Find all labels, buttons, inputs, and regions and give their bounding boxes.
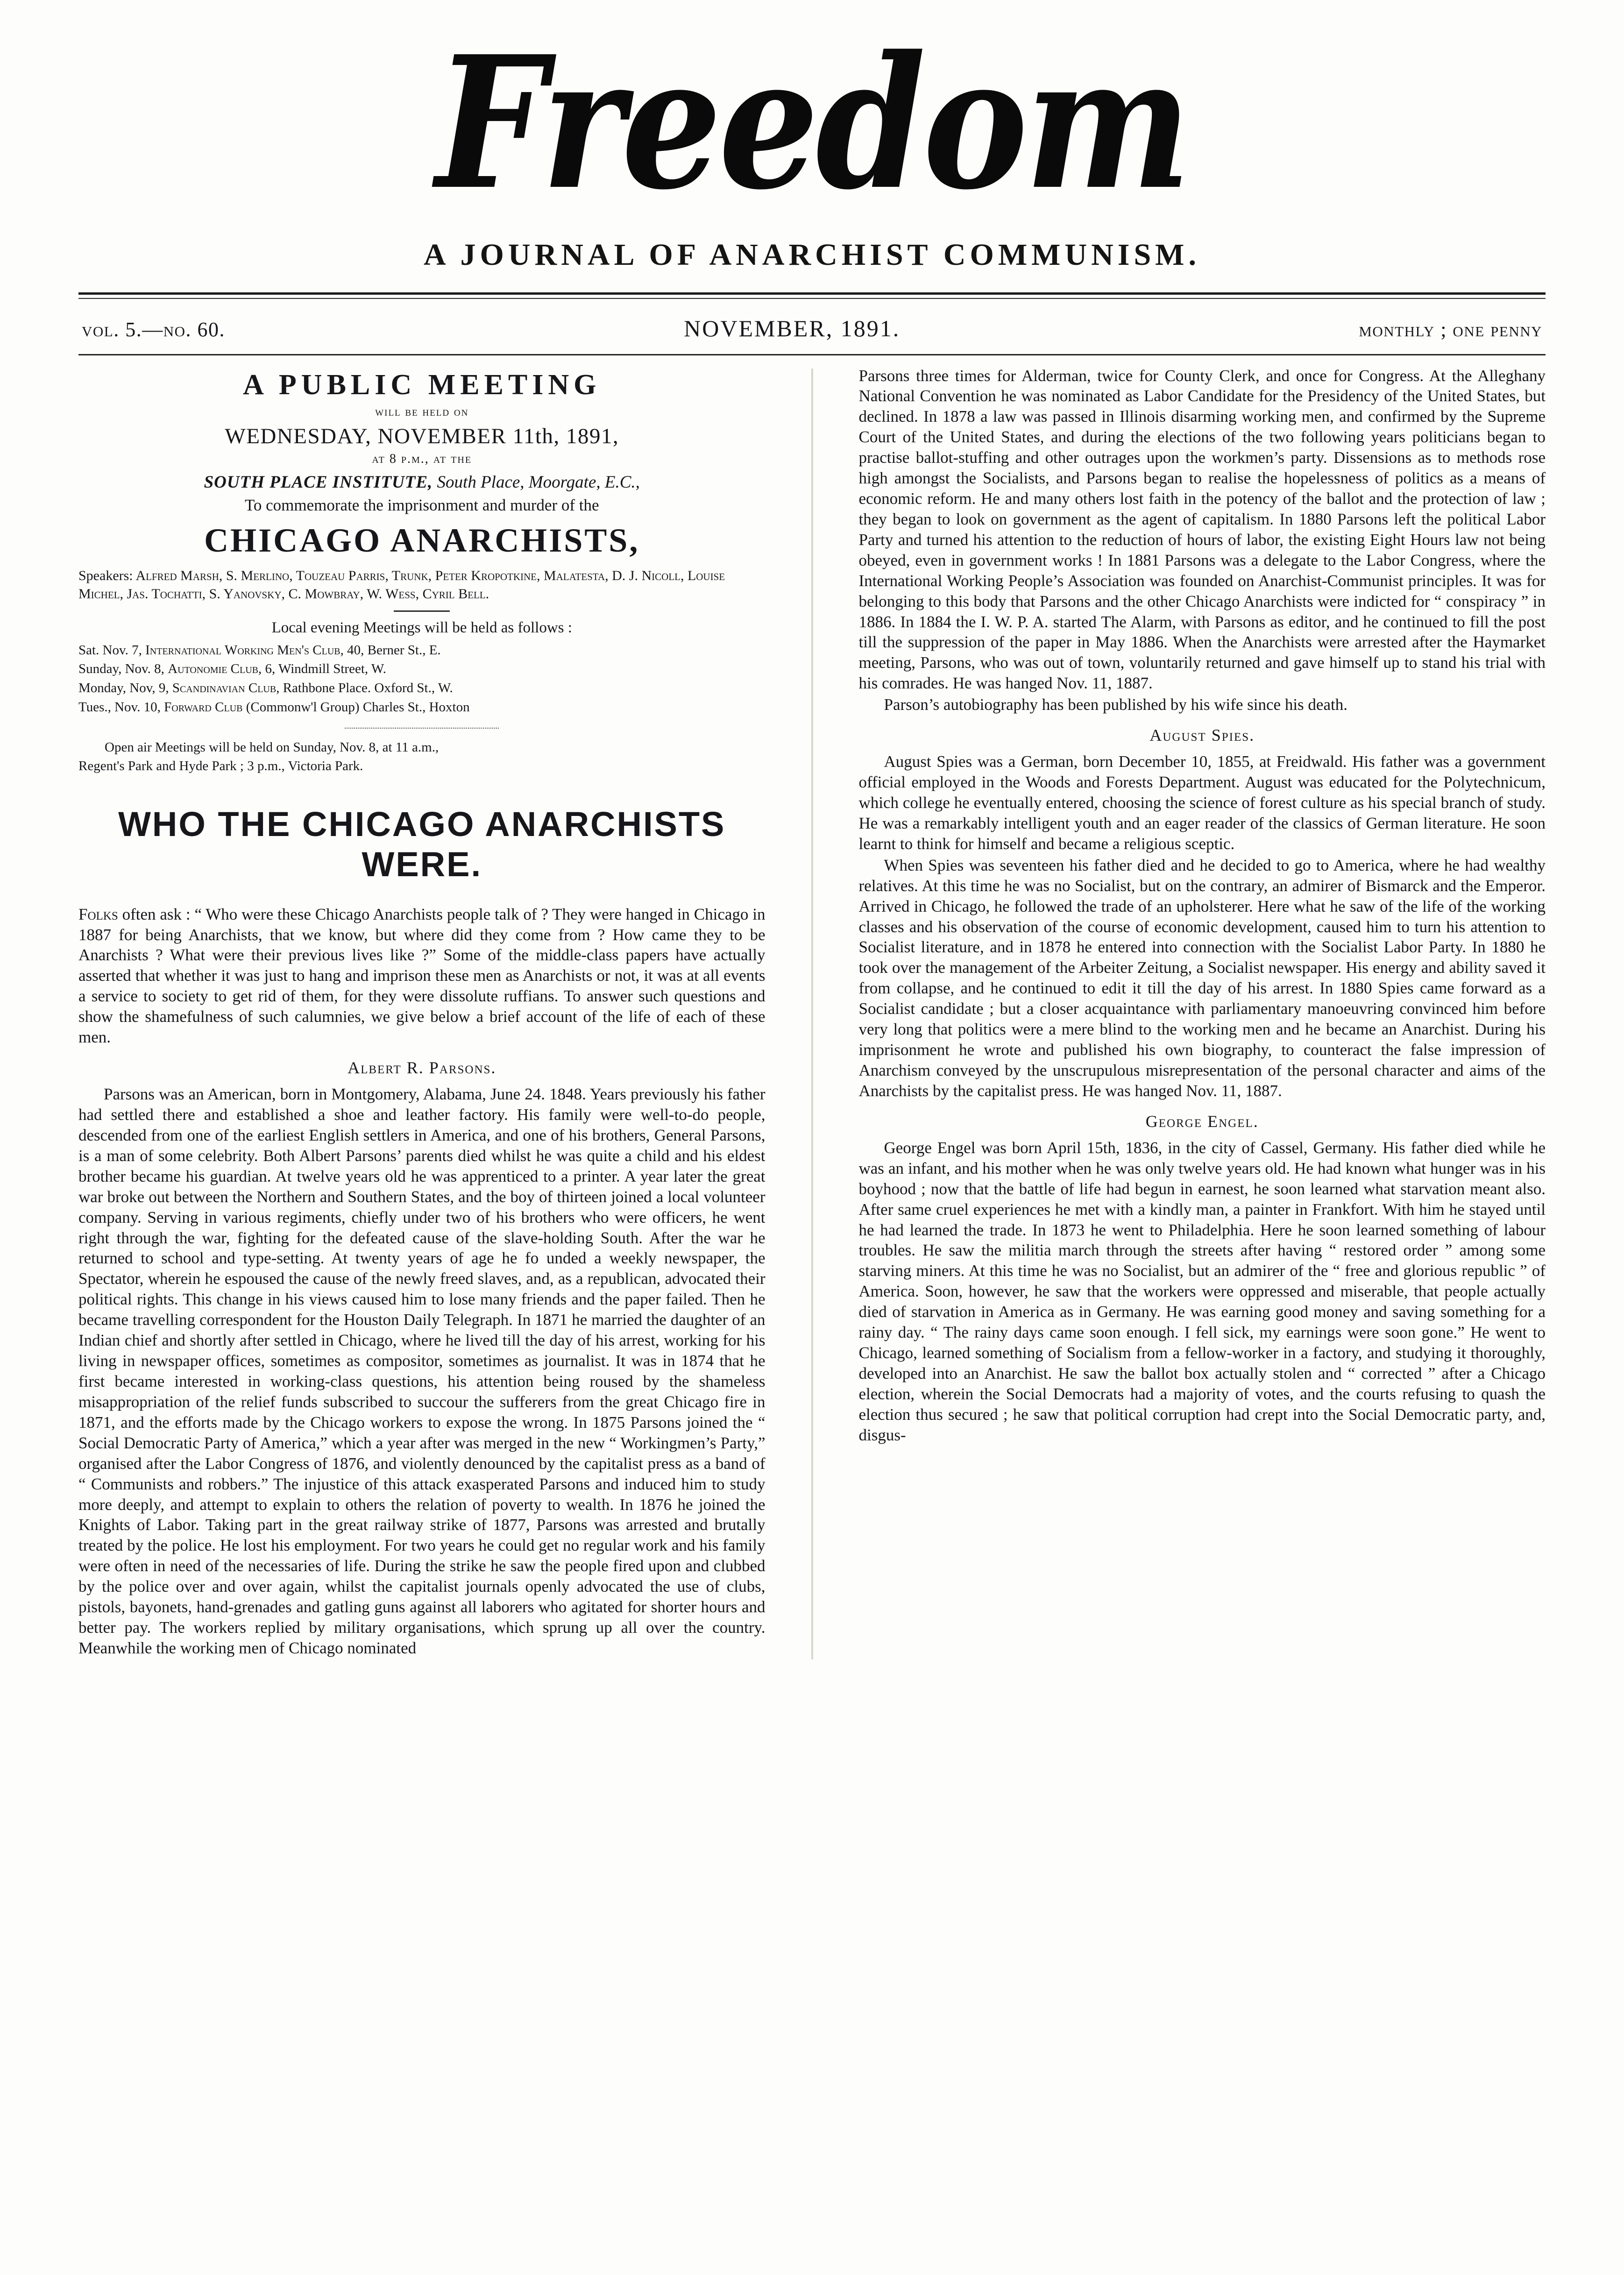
issue-date: NOVEMBER, 1891.: [684, 315, 901, 341]
parsons-paragraph-1: Parsons was an American, born in Montgomery, Alabama, June 24. 1848. Years previously his father had settled there and established a shoe and leather factory. His family were well-to-do people, descended from one of the earliest English settlers in America, and one of his brothers, General Parsons, is a man of some celebrity. Both Albert Parsons’ parents died whilst he was quite a child and his eldest brother became his guardian. At twelve years old he was apprenticed to a printer. A year later the great war broke out between the Northern and Southern States, and the boy of thirteen joined a local volunteer company. Serving in various regiments, chiefly under two of his brothers who were officers, he went right through the war, fighting for the defeated cause of the slave-holding South. After the war he returned to school and type-setting. At twenty years of age he fo unded a weekly newspaper, the Spectator, wherein he espoused the cause of the newly freed slaves, and, as a republican, advocated their political rights. This change in his views caused him to lose many friends and the paper failed. Then he became travelling correspondent for the Houston Daily Telegraph. In 1871 he married the daughter of an Indian chief and shortly after settled in Chicago, where he lived till the day of his arrest, working for his living in newspaper offices, sometimes as compositor, sometimes as journalist. It was in 1874 that he first became interested in working-class questions, his attention being roused by the shameless misappropriation of the relief funds subscribed to succour the sufferers from the great Chicago fire in 1871, and the efforts made by the Chicago workers to expose the wrong. In 1875 Parsons joined the “ Social Democratic Party of America,” which a year after was merged in the new “ Workingmen’s Party,” organised after the Labor Congress of 1876, and violently denounced by the capitalist press as a band of “ Communists and robbers.” The injustice of this attack exasperated Parsons and induced him to study more deeply, and attempt to explain to others the relation of poverty to wealth. In 1876 he joined the Knights of Labor. Taking part in the great railway strike of 1877, Parsons was arrested and brutally treated by the police. He lost his employment. For two years he could get no regular work and his family were often in need of the necessaries of life. During the strike he saw the people fired upon and clubbed by the police over and over again, whilst the capitalist journals openly advocated the use of clubs, pistols, bayonets, hand-grenades and gatling guns against all laborers who agitated for shorter hours and better pay. The workers replied by military organisations, which sprung up all over the country. Meanwhile the working men of Chicago nominated: [78, 1085, 766, 1657]
masthead-rule-thick: [78, 292, 1546, 295]
spies-paragraph-1: August Spies was a German, born December 10, 1855, at Freidwald. His father was a government official employed in the Woods and Forests Department. August was educated for the Polytechnicum, which college he eventually entered, choosing the science of forest culture as his special branch of study. He was a remarkably intelligent youth and an eager reader of the classics of German literature. He soon learnt to think for himself and became a religious sceptic.: [858, 752, 1546, 853]
open-air-meetings: [78, 738, 766, 775]
speakers-label: Speakers:: [78, 567, 133, 583]
meeting-place: , 6, Windmill Street, W.: [258, 661, 386, 677]
open-air-divider: [345, 728, 499, 729]
dateline-rule: [78, 354, 1546, 355]
meeting-day: Sunday, Nov. 8,: [78, 661, 164, 677]
list-item: [78, 679, 766, 697]
parsons-paragraph-2: Parson’s autobiography has been published by his wife since his death.: [884, 695, 1347, 714]
announcement-divider: [394, 610, 450, 612]
public-meeting-announcement: [78, 369, 766, 775]
meeting-venue: International Working Men's Club: [145, 642, 340, 658]
section-heading-engel: George Engel.: [1145, 1112, 1259, 1131]
announcement-purpose: To commemorate the imprisonment and murder of the: [244, 496, 599, 514]
column-container: [78, 366, 1546, 1659]
price-frequency: monthly ; one penny: [1359, 318, 1542, 341]
venue-address: South Place, Moorgate, E.C.,: [437, 472, 640, 492]
list-item: [78, 698, 766, 716]
announcement-title: A PUBLIC MEETING: [243, 369, 601, 401]
article-headline: WHO THE CHICAGO ANARCHISTS WERE.: [118, 804, 726, 884]
parsons-paragraph-1-continued: Parsons three times for Alderman, twice for County Clerk, and once for Congress. At the Alleghany National Convention he was nominated as Labor Candidate for the Presidency of the United States, but declined. In 1878 a law was passed in Illinois disarming working men, and confirmed by the Supreme Court of the United States, and during the elections of the two following years politicians began to practise ballot-stuffing and other outrages upon the workmen’s party. Dissensions as to methods rose high amongst the Socialists, and Parsons began to realise the hopelessness of politics as a means of economic reform. He and many others lost faith in the potency of the ballot and the protection of law ; they began to look on government as the agent of capitalism. In 1880 Parsons left the political Labor Party and turned his attention to the reduction of hours of labor, the existing Eight Hours law not being obeyed, even in government works ! In 1881 Parsons was a delegate to the Labor Congress, where the International Working People’s Association was founded on Anarchist-Communist principles. It was for belonging to this body that Parsons and the other Chicago Anarchists were indicted for “ conspiracy ” in 1886. In 1884 the I. W. P. A. started The Alarm, with Parsons as editor, and he continued to fill the post till the suppression of the paper in May 1886. When the Anarchists were arrested after the Haymarket meeting, Parsons, who was out of town, voluntarily returned and gave himself up to stand his trial with his comrades. He was hanged Nov. 11, 1887.: [858, 366, 1546, 693]
speakers-list: Alfred Marsh, S. Merlino, Touzeau Parris, Trunk, Peter Kropotkine, Malatesta, D. J. Nicoll, Louise Michel, Jas. Tochatti, S. Yanovsky, C. Mowbray, W. Wess, Cyril Bell.: [78, 567, 725, 602]
meeting-day: Tues., Nov. 10,: [78, 700, 161, 715]
open-air-line-1: Open air Meetings will be held on Sunday, Nov. 8, at 11 a.m.,: [105, 739, 439, 755]
meeting-day: Monday, Nov, 9,: [78, 680, 169, 696]
local-meetings-heading: Local evening Meetings will be held as follows :: [271, 619, 572, 636]
right-column: [846, 366, 1546, 1659]
left-column: [78, 366, 779, 1659]
meeting-place: (Commonw'l Group) Charles St., Hoxton: [242, 700, 470, 715]
venue-name: SOUTH PLACE INSTITUTE,: [204, 472, 433, 492]
spies-paragraph-2: When Spies was seventeen his father died and he decided to go to America, where he had wealthy relatives. At this time he was no Socialist, but on the contrary, an admirer of Bismarck and the Emperor. Arrived in Chicago, he followed the trade of an upholsterer. Here what he saw of the life of the working classes and his observation of the course of economic development, caused him to turn his attention to Socialist literature, and in 1878 he entered into connection with the Socialist Labor Party. In 1880 he took over the management of the Arbeiter Zeitung, a Socialist newspaper. His energy and ability saved it from collapse, and he continued to edit it till the day of his arrest. In 1880 Spies came forward as a Socialist candidate ; but a closer acquaintance with parliamentary manoeuvring convinced him before very long that politics were a mere blind to the working men and he became an Anarchist. During his imprisonment he wrote and published his own biography, to counteract the false impression of Anarchism conveyed by the unscrupulous misrepresentation of the personal character and aims of the Anarchists by the capitalist press. He was hanged Nov. 11, 1887.: [858, 856, 1546, 1100]
announcement-venue: [78, 472, 766, 492]
article-intro-paragraph: [78, 904, 766, 1048]
masthead: [0, 0, 1624, 299]
meeting-place: , Rathbone Place. Oxford St., W.: [276, 680, 453, 696]
masthead-rule-thin: [78, 298, 1546, 299]
announcement-subject: CHICAGO ANARCHISTS,: [204, 521, 640, 559]
local-meetings-list: [78, 641, 766, 716]
section-heading-spies: August Spies.: [1149, 726, 1255, 745]
announcement-date: WEDNESDAY, NOVEMBER 11th, 1891,: [225, 424, 619, 448]
meeting-place: , 40, Berner St., E.: [340, 642, 441, 658]
list-item: [78, 641, 766, 659]
column-divider: [811, 369, 813, 1659]
section-heading-parsons: Albert R. Parsons.: [347, 1058, 496, 1077]
list-item: [78, 660, 766, 678]
engel-paragraph-1: George Engel was born April 15th, 1836, in the city of Cassel, Germany. His father died while he was an infant, and his mother when he was only twelve years old. He had known what hunger was in his boyhood ; now that the battle of life had begun in earnest, he soon learned what starvation meant also. After same cruel experiences he met with a kindly man, a painter in Frankfort. With him he stayed until he had learned the trade. In 1873 he went to Philadelphia. Here he soon learned something of labour troubles. He saw the militia march through the streets after having “ restored order ” among some starving miners. At this time he was no Socialist, but an admirer of the “ free and glorious republic ” of America. Soon, however, he saw that the workers were oppressed and miserable, that people actually died of starvation in America as in Germany. He was earning good money and saving something for a rainy day. “ The rainy days came soon enough. I fell sick, my earnings were soon gone.” He went to Chicago, learned something of Socialism from a fellow-worker in a factory, and studying it thoroughly, developed into an Anarchist. He saw the ballot box actually stolen and “ corrected ” after a Chicago election, wherein the Social Democrats had a majority of votes, and the courts refusing to quash the election thus secured ; he saw that political corruption had crept into the Social Democratic party, and, disgus-: [858, 1138, 1546, 1444]
masthead-title: Freedom: [435, 16, 1189, 230]
announcement-will-be-held: will be held on: [375, 404, 469, 418]
dateline: [82, 315, 1542, 342]
intro-dropcap-word: Folks: [78, 905, 118, 923]
announcement-speakers: [78, 567, 766, 603]
announcement-time: at 8 p.m., at the: [372, 451, 472, 466]
masthead-subtitle: A JOURNAL OF ANARCHIST COMMUNISM.: [424, 237, 1200, 272]
open-air-line-2: Regent's Park and Hyde Park ; 3 p.m., Victoria Park.: [78, 758, 363, 773]
intro-text: often ask : “ Who were these Chicago Anarchists people talk of ? They were hanged in Chicago in 1887 for being Anarchists, that we know, but where did they come from ? How came they to be Anarchists ? What were their previous lives like ?” Some of the middle-class papers have actually asserted that whether it was just to hang and imprison these men as Anarchists or not, it was at all events a service to society to get rid of them, for they were dissolute ruffians. To answer such questions and show the shamefulness of such calumnies, we give below a brief account of the life of each of these men.: [78, 905, 766, 1047]
meeting-day: Sat. Nov. 7,: [78, 642, 142, 658]
volume-number: vol. 5.—no. 60.: [82, 318, 225, 341]
meeting-venue: Scandinavian Club: [172, 680, 277, 696]
meeting-venue: Forward Club: [164, 700, 243, 715]
meeting-venue: Autonomie Club: [168, 661, 259, 677]
